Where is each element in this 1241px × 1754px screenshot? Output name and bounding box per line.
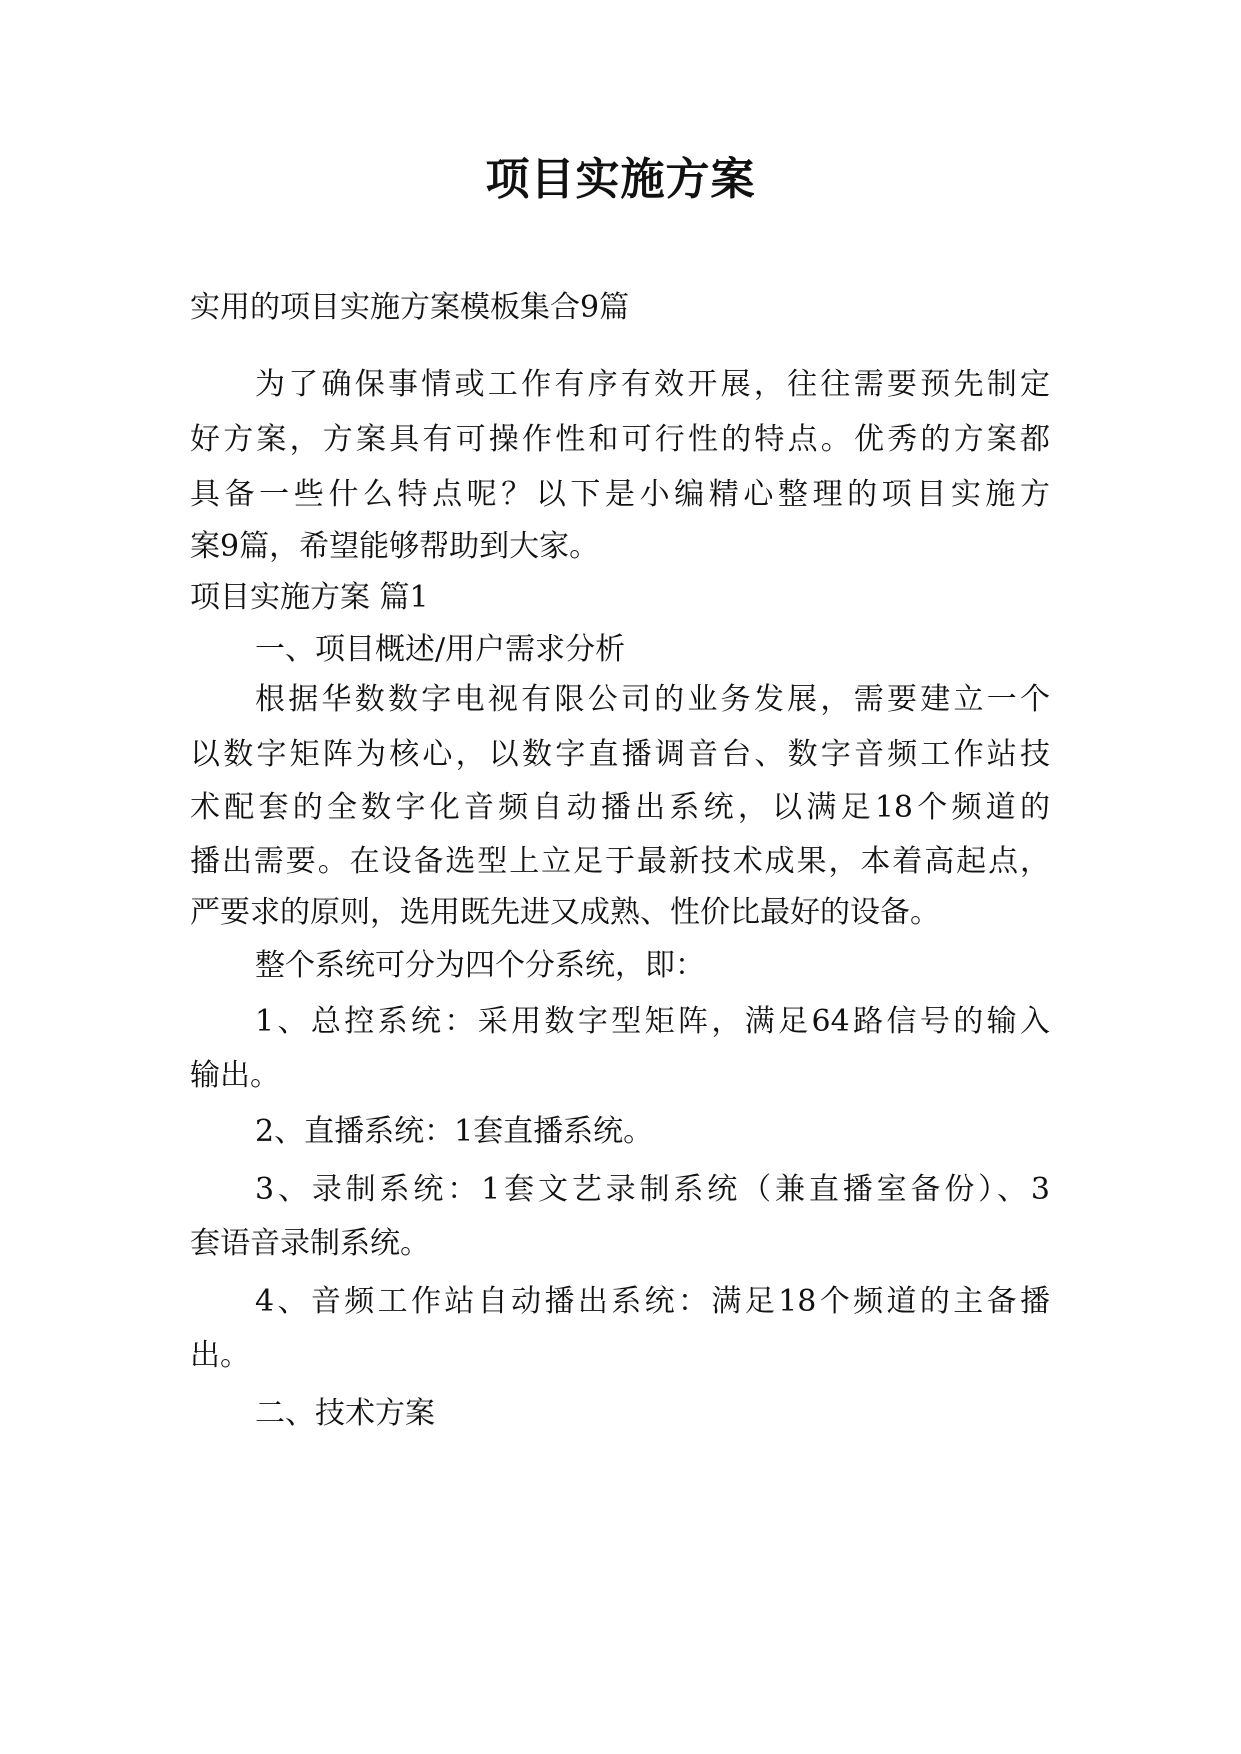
part1-body-line-1: 根据华数数字电视有限公司的业务发展，需要建立一个 — [255, 682, 1050, 717]
intro-line-2: 好方案，方案具有可操作性和可行性的特点。优秀的方案都 — [190, 422, 1050, 457]
intro-line-4: 案9篇，希望能够帮助到大家。 — [190, 529, 600, 564]
part2-heading: 二、技术方案 — [255, 1396, 435, 1431]
intro-line-1: 为了确保事情或工作有序有效开展，往往需要预先制定 — [255, 367, 1050, 402]
item2-line: 2、直播系统：1套直播系统。 — [255, 1114, 654, 1149]
item3-line-2: 套语音录制系统。 — [190, 1226, 430, 1261]
part1-body-line-2: 以数字矩阵为核心，以数字直播调音台、数字音频工作站技 — [190, 737, 1050, 772]
item4-line-1: 4、音频工作站自动播出系统：满足18个频道的主备播 — [255, 1284, 1050, 1319]
intro-line-3: 具备一些什么特点呢？以下是小编精心整理的项目实施方 — [190, 477, 1050, 512]
section-heading: 项目实施方案 篇1 — [190, 580, 429, 615]
item4-line-2: 出。 — [190, 1338, 250, 1373]
part1-body-line-4: 播出需要。在设备选型上立足于最新技术成果，本着高起点， — [190, 844, 1050, 879]
part1-body-line-3: 术配套的全数字化音频自动播出系统，以满足18个频道的 — [190, 790, 1050, 825]
part1-body-line-5: 严要求的原则，选用既先进又成熟、性价比最好的设备。 — [190, 895, 940, 930]
document-title: 项目实施方案 — [485, 154, 756, 205]
item1-line-2: 输出。 — [190, 1058, 280, 1093]
part1-heading: 一、项目概述/用户需求分析 — [255, 632, 626, 667]
item3-line-1: 3、录制系统：1套文艺录制系统（兼直播室备份）、3 — [255, 1172, 1050, 1207]
item1-line-1: 1、总控系统：采用数字型矩阵，满足64路信号的输入 — [255, 1004, 1050, 1039]
systems-intro: 整个系统可分为四个分系统，即： — [255, 948, 705, 983]
document-subtitle: 实用的项目实施方案模板集合9篇 — [190, 290, 630, 325]
